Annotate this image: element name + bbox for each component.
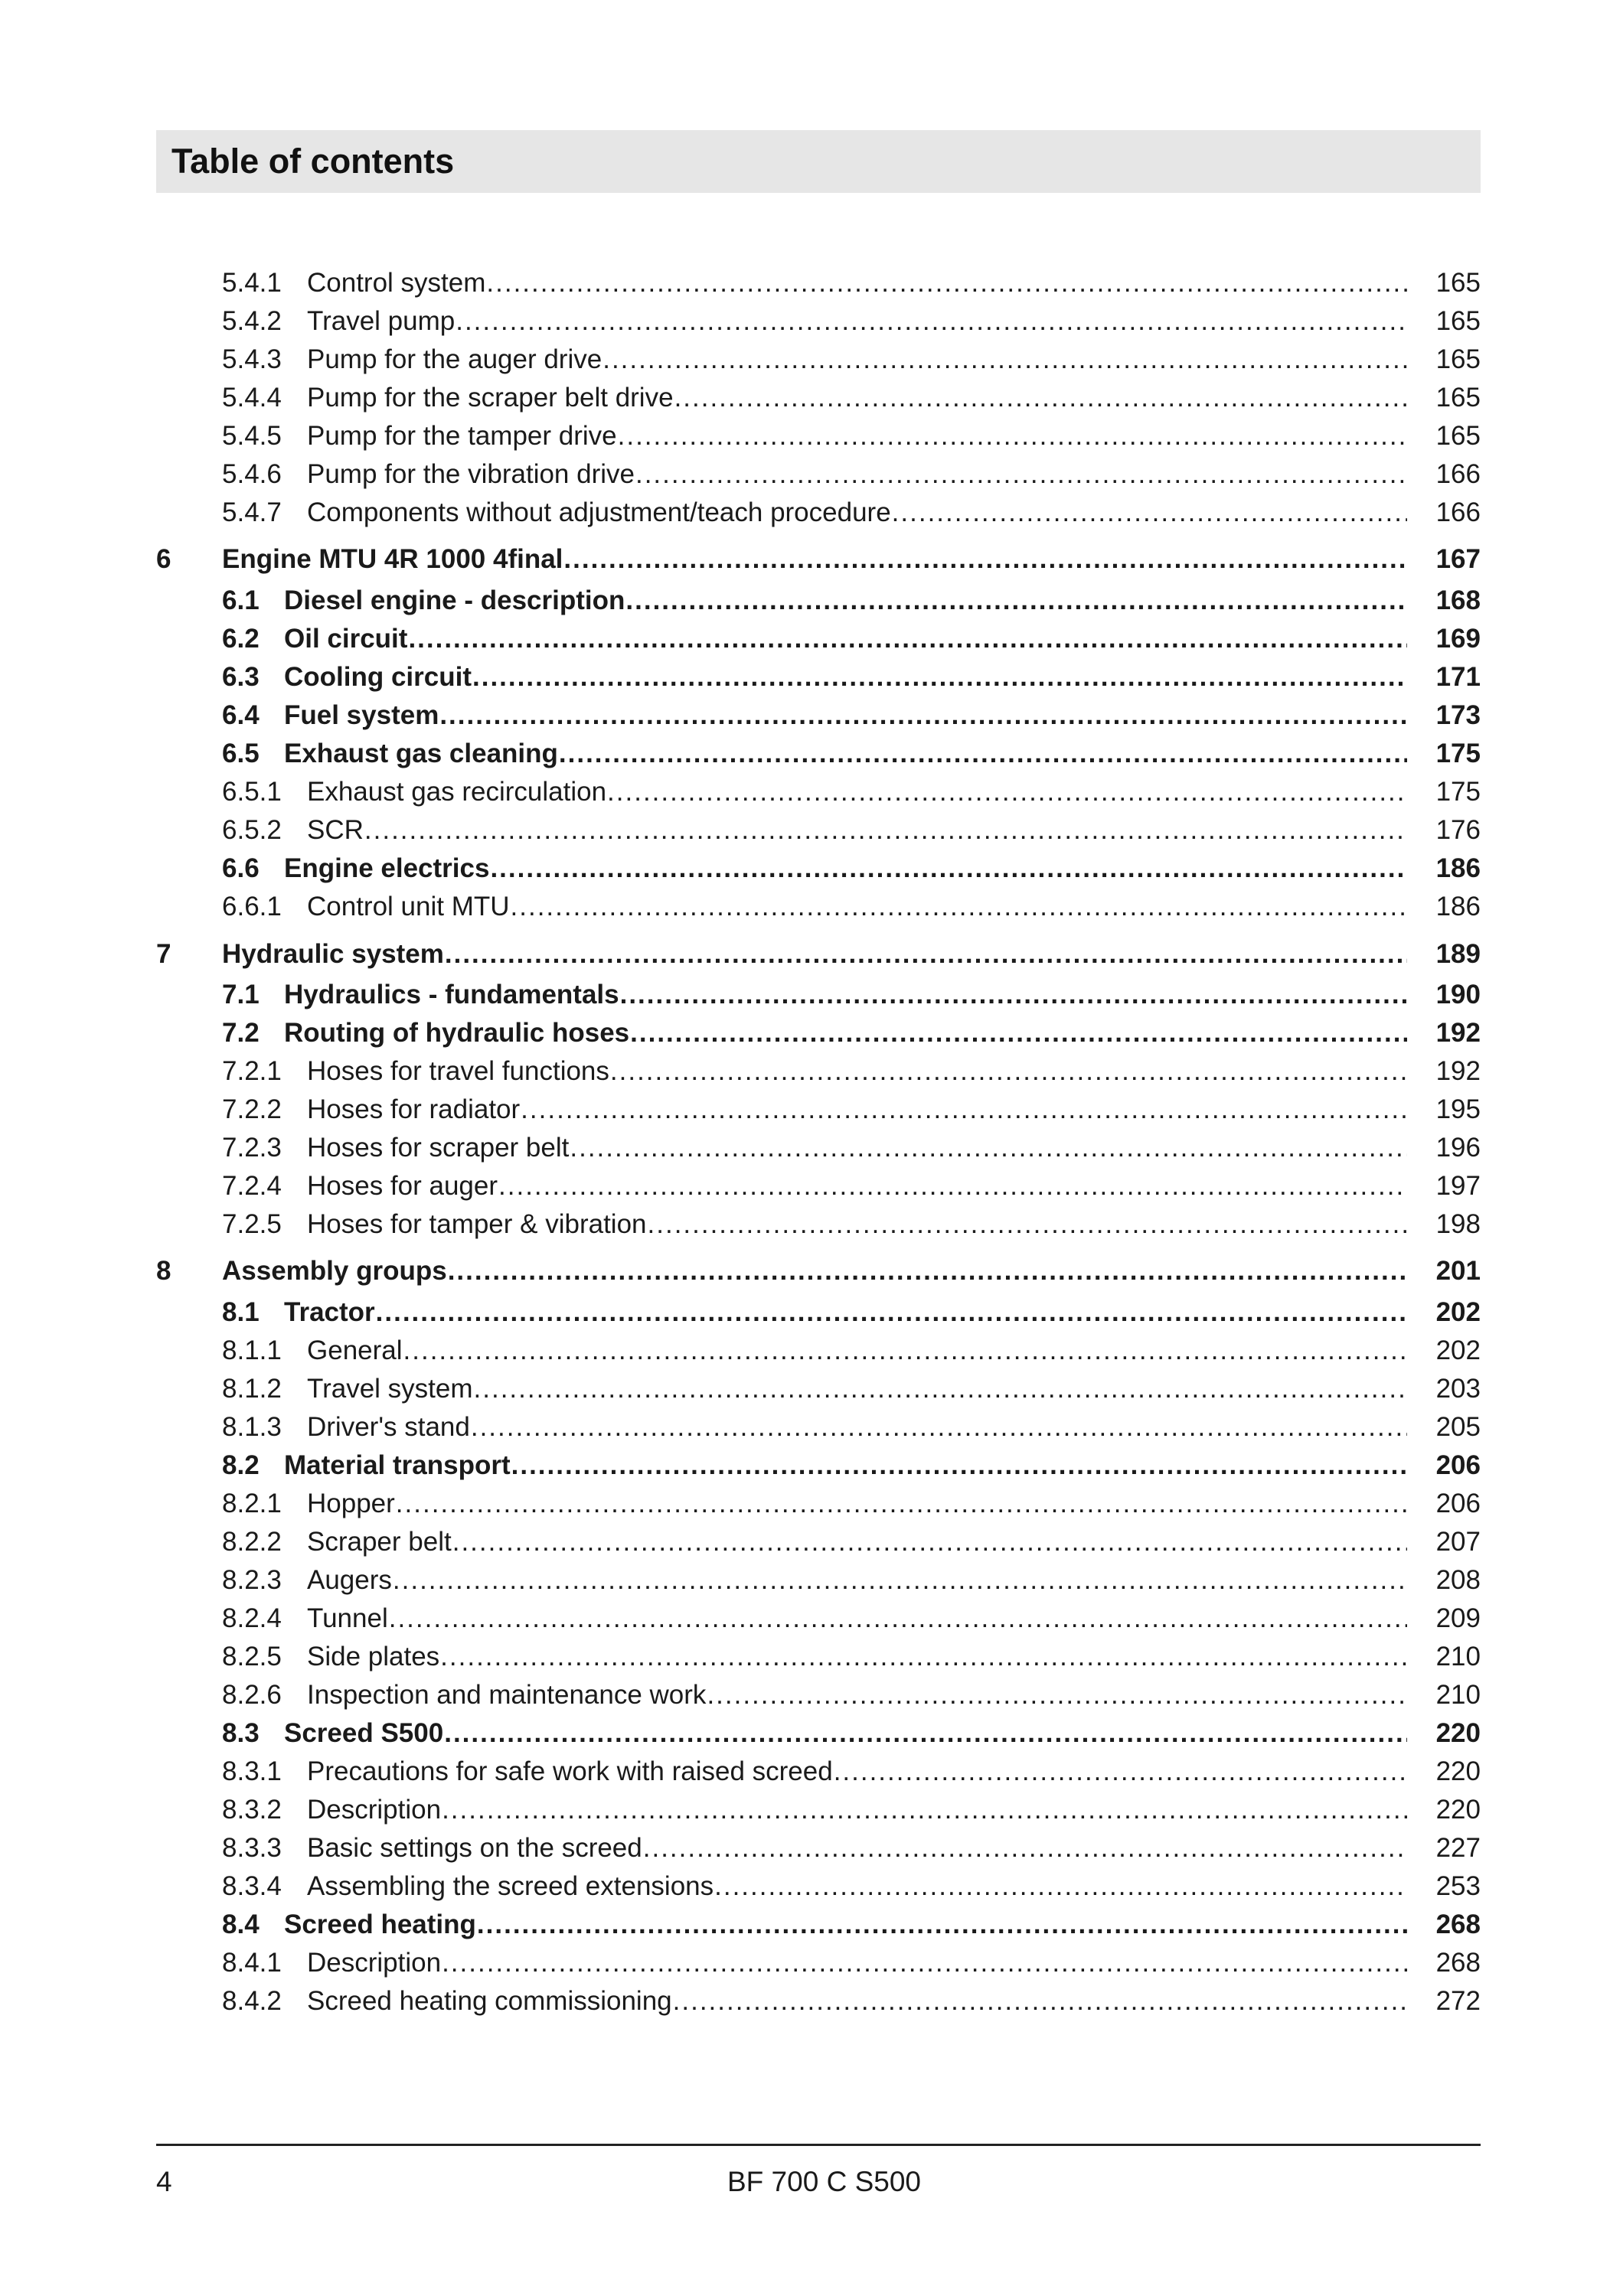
toc-entry-title: Pump for the vibration drive: [307, 459, 635, 489]
toc-entry-page: 169: [1435, 624, 1481, 654]
toc-entry-title: Hopper: [307, 1489, 395, 1518]
toc-subsection-entry[interactable]: [222, 1979, 1481, 2017]
footer-page-number: 4: [156, 2166, 172, 2197]
toc-dot-leader: [714, 1870, 1407, 1903]
toc-entry-title: Travel pump: [307, 306, 456, 336]
toc-dot-leader: [511, 891, 1407, 923]
toc-dot-leader: [474, 1373, 1407, 1405]
toc-entry-page: 220: [1435, 1795, 1481, 1825]
toc-entry-title: Control unit MTU: [307, 892, 510, 921]
toc-subsection-entry[interactable]: [222, 1826, 1481, 1864]
toc-entry-title: Tunnel: [307, 1603, 388, 1633]
toc-entry-number: 8.3: [222, 1718, 260, 1748]
toc-entry-page: 196: [1435, 1133, 1481, 1163]
toc-entry-number: 7.2.1: [222, 1056, 282, 1086]
toc-entry-number: 8.4.2: [222, 1986, 282, 2016]
toc-entry-number: 5.4.3: [222, 344, 282, 374]
toc-dot-leader: [625, 585, 1407, 617]
toc-entry-number: 5.4.1: [222, 268, 282, 298]
toc-dot-leader: [521, 1094, 1407, 1126]
toc-subsection-entry[interactable]: [222, 1635, 1481, 1673]
toc-entry-number: 8.1.2: [222, 1374, 282, 1404]
toc-entry-page: 175: [1435, 777, 1481, 807]
toc-dot-leader: [364, 814, 1407, 846]
toc-entry-page: 166: [1435, 459, 1481, 489]
toc-entry-number: 8.1: [222, 1297, 260, 1327]
toc-section-entry[interactable]: [222, 1903, 1481, 1941]
toc-entry-title: Control system: [307, 268, 486, 298]
toc-entry-title: Hoses for tamper & vibration: [307, 1209, 647, 1239]
toc-entry-page: 192: [1435, 1056, 1481, 1086]
toc-entry-page: 202: [1435, 1336, 1481, 1365]
toc-dot-leader: [892, 497, 1407, 529]
toc-subsection-entry[interactable]: [222, 1941, 1481, 1979]
page-title: Table of contents: [171, 142, 455, 181]
toc-dot-leader: [498, 1170, 1407, 1202]
toc-entry-title: Pump for the tamper drive: [307, 421, 617, 451]
toc-dot-leader: [607, 776, 1407, 808]
toc-entry-page: 166: [1435, 497, 1481, 527]
toc-dot-leader: [635, 458, 1407, 491]
toc-dot-leader: [630, 1017, 1407, 1049]
toc-entry-number: 8.3.3: [222, 1833, 282, 1863]
toc-subsection-entry[interactable]: [222, 885, 1481, 923]
toc-section-entry[interactable]: [222, 693, 1481, 732]
toc-entry-page: 206: [1435, 1450, 1481, 1480]
toc-entry-page: 168: [1435, 585, 1481, 615]
toc-section-entry[interactable]: [222, 973, 1481, 1011]
toc-entry-page: 165: [1435, 421, 1481, 451]
toc-dot-leader: [486, 267, 1407, 299]
toc-subsection-entry[interactable]: [222, 1367, 1481, 1405]
toc-entry-number: 8.4.1: [222, 1948, 282, 1978]
footer-divider: [156, 2144, 1481, 2146]
toc-dot-leader: [448, 1255, 1407, 1287]
toc-chapter-entry[interactable]: [156, 1249, 1481, 1287]
toc-entry-page: 189: [1435, 939, 1481, 969]
toc-subsection-entry[interactable]: [222, 1750, 1481, 1788]
toc-entry-page: 186: [1435, 853, 1481, 883]
toc-entry-page: 173: [1435, 700, 1481, 730]
toc-entry-page: 253: [1435, 1871, 1481, 1901]
toc-entry-title: Diesel engine - description: [284, 585, 625, 615]
toc-entry-number: 6: [156, 544, 171, 574]
toc-dot-leader: [674, 382, 1407, 414]
toc-entry-page: 205: [1435, 1412, 1481, 1442]
toc-dot-leader: [559, 738, 1407, 770]
toc-dot-leader: [452, 1526, 1407, 1558]
toc-dot-leader: [673, 1985, 1407, 2017]
toc-entry-title: Travel system: [307, 1374, 473, 1404]
toc-entry-number: 8.2: [222, 1450, 260, 1480]
toc-subsection-entry[interactable]: [222, 338, 1481, 376]
toc-entry-title: Precautions for safe work with raised screed: [307, 1756, 833, 1786]
toc-entry-title: Scraper belt: [307, 1527, 452, 1557]
toc-entry-number: 6.5.1: [222, 777, 282, 807]
toc-dot-leader: [707, 1679, 1407, 1711]
toc-entry-number: 5.4.2: [222, 306, 282, 336]
toc-dot-leader: [490, 853, 1407, 885]
toc-entry-title: Routing of hydraulic hoses: [284, 1018, 630, 1048]
toc-dot-leader: [834, 1756, 1407, 1788]
toc-subsection-entry[interactable]: [222, 1088, 1481, 1126]
toc-dot-leader: [408, 623, 1407, 655]
toc-dot-leader: [445, 938, 1407, 970]
toc-entry-page: 268: [1435, 1910, 1481, 1939]
toc-subsection-entry[interactable]: [222, 770, 1481, 808]
toc-entry-number: 7.2.5: [222, 1209, 282, 1239]
toc-entry-number: 8.2.5: [222, 1642, 282, 1671]
toc-dot-leader: [444, 1717, 1407, 1750]
toc-dot-leader: [570, 1132, 1407, 1164]
toc-dot-leader: [648, 1208, 1407, 1241]
toc-subsection-entry[interactable]: [222, 1558, 1481, 1596]
toc-dot-leader: [610, 1055, 1407, 1088]
toc-dot-leader: [442, 1794, 1407, 1826]
toc-entry-title: Engine MTU 4R 1000 4final: [222, 544, 563, 574]
toc-entry-number: 7.2.3: [222, 1133, 282, 1163]
toc-entry-page: 227: [1435, 1833, 1481, 1863]
toc-subsection-entry[interactable]: [222, 1673, 1481, 1711]
toc-entry-title: Tractor: [284, 1297, 375, 1327]
toc-entry-title: Basic settings on the screed: [307, 1833, 642, 1863]
toc-dot-leader: [563, 543, 1407, 576]
toc-entry-title: Hoses for scraper belt: [307, 1133, 570, 1163]
toc-entry-title: Material transport: [284, 1450, 511, 1480]
toc-entry-number: 5.4.6: [222, 459, 282, 489]
toc-entry-page: 220: [1435, 1718, 1481, 1748]
toc-entry-page: 197: [1435, 1171, 1481, 1201]
toc-section-entry[interactable]: [222, 1443, 1481, 1482]
toc-subsection-entry[interactable]: [222, 1329, 1481, 1367]
toc-section-entry[interactable]: [222, 732, 1481, 770]
toc-entry-title: Exhaust gas cleaning: [284, 739, 558, 768]
toc-subsection-entry[interactable]: [222, 1596, 1481, 1635]
toc-subsection-entry[interactable]: [222, 452, 1481, 491]
toc-entry-number: 6.5.2: [222, 815, 282, 845]
toc-entry-number: 8.1.3: [222, 1412, 282, 1442]
toc-entry-page: 207: [1435, 1527, 1481, 1557]
toc-entry-page: 165: [1435, 383, 1481, 413]
toc-entry-page: 171: [1435, 662, 1481, 692]
toc-entry-number: 6.1: [222, 585, 260, 615]
toc-entry-title: Inspection and maintenance work: [307, 1680, 707, 1710]
toc-entry-number: 8.3.1: [222, 1756, 282, 1786]
toc-entry-title: Description: [307, 1795, 442, 1825]
toc-entry-number: 7.2.2: [222, 1094, 282, 1124]
toc-entry-page: 220: [1435, 1756, 1481, 1786]
toc-subsection-entry[interactable]: [222, 491, 1481, 529]
toc-entry-number: 8: [156, 1256, 171, 1286]
toc-dot-leader: [643, 1832, 1407, 1864]
toc-entry-title: Hydraulic system: [222, 939, 444, 969]
toc-entry-page: 167: [1435, 544, 1481, 574]
toc-entry-page: 201: [1435, 1256, 1481, 1286]
toc-entry-number: 7.2.4: [222, 1171, 282, 1201]
toc-entry-number: 6.6: [222, 853, 260, 883]
toc-dot-leader: [440, 1641, 1407, 1673]
toc-entry-title: Pump for the auger drive: [307, 344, 603, 374]
toc-entry-title: Assembling the screed extensions: [307, 1871, 714, 1901]
toc-entry-page: 268: [1435, 1948, 1481, 1978]
toc-entry-page: 165: [1435, 344, 1481, 374]
toc-entry-title: Pump for the scraper belt drive: [307, 383, 674, 413]
toc-entry-number: 6.4: [222, 700, 260, 730]
toc-entry-title: Screed heating: [284, 1910, 476, 1939]
toc-entry-title: Engine electrics: [284, 853, 490, 883]
toc-dot-leader: [396, 1488, 1407, 1520]
toc-dot-leader: [603, 344, 1407, 376]
toc-entry-number: 8.3.2: [222, 1795, 282, 1825]
toc-entry-number: 6.2: [222, 624, 260, 654]
toc-entry-title: Cooling circuit: [284, 662, 472, 692]
toc-subsection-entry[interactable]: [222, 261, 1481, 299]
toc-subsection-entry[interactable]: [222, 1520, 1481, 1558]
toc-entry-title: Side plates: [307, 1642, 440, 1671]
toc-section-entry[interactable]: [222, 1711, 1481, 1750]
toc-dot-leader: [439, 700, 1407, 732]
toc-chapter-entry[interactable]: [156, 537, 1481, 576]
toc-chapter-entry[interactable]: [156, 932, 1481, 970]
toc-entry-page: 206: [1435, 1489, 1481, 1518]
toc-entry-number: 8.1.1: [222, 1336, 282, 1365]
toc-section-entry[interactable]: [222, 579, 1481, 617]
toc-entry-title: Components without adjustment/teach procedure: [307, 497, 891, 527]
toc-entry-title: Screed heating commissioning: [307, 1986, 672, 2016]
toc-entry-title: Description: [307, 1948, 442, 1978]
toc-dot-leader: [620, 979, 1407, 1011]
toc-entry-number: 8.4: [222, 1910, 260, 1939]
toc-entry-page: 175: [1435, 739, 1481, 768]
toc-entry-page: 203: [1435, 1374, 1481, 1404]
toc-dot-leader: [618, 420, 1407, 452]
toc-entry-number: 5.4.4: [222, 383, 282, 413]
toc-subsection-entry[interactable]: [222, 1788, 1481, 1826]
toc-entry-title: SCR: [307, 815, 364, 845]
toc-entry-number: 5.4.7: [222, 497, 282, 527]
toc-entry-page: 209: [1435, 1603, 1481, 1633]
toc-dot-leader: [477, 1909, 1407, 1941]
toc-section-entry[interactable]: [222, 1011, 1481, 1049]
toc-entry-number: 8.2.6: [222, 1680, 282, 1710]
toc-entry-title: Exhaust gas recirculation: [307, 777, 607, 807]
toc-entry-title: Driver's stand: [307, 1412, 470, 1442]
toc-subsection-entry[interactable]: [222, 299, 1481, 338]
toc-entry-title: Assembly groups: [222, 1256, 447, 1286]
toc-entry-title: Hoses for auger: [307, 1171, 498, 1201]
toc-entry-title: Hydraulics - fundamentals: [284, 980, 619, 1009]
toc-entry-title: Augers: [307, 1565, 392, 1595]
toc-entry-page: 165: [1435, 306, 1481, 336]
toc-entry-page: 165: [1435, 268, 1481, 298]
toc-subsection-entry[interactable]: [222, 1202, 1481, 1241]
toc-entry-title: Hoses for travel functions: [307, 1056, 609, 1086]
toc-subsection-entry[interactable]: [222, 808, 1481, 846]
toc-section-entry[interactable]: [222, 655, 1481, 693]
toc-entry-page: 272: [1435, 1986, 1481, 2016]
toc-entry-page: 192: [1435, 1018, 1481, 1048]
toc-entry-page: 202: [1435, 1297, 1481, 1327]
toc-entry-page: 186: [1435, 892, 1481, 921]
toc-entry-number: 8.2.3: [222, 1565, 282, 1595]
toc-entry-number: 6.6.1: [222, 892, 282, 921]
toc-subsection-entry[interactable]: [222, 376, 1481, 414]
toc-entry-number: 6.3: [222, 662, 260, 692]
toc-entry-number: 8.2.1: [222, 1489, 282, 1518]
toc-entry-number: 7.2: [222, 1018, 260, 1048]
toc-entry-page: 210: [1435, 1642, 1481, 1671]
toc-dot-leader: [393, 1564, 1407, 1596]
toc-entry-number: 5.4.5: [222, 421, 282, 451]
toc-subsection-entry[interactable]: [222, 1405, 1481, 1443]
toc-entry-page: 198: [1435, 1209, 1481, 1239]
toc-entry-number: 7.1: [222, 980, 260, 1009]
toc-dot-leader: [472, 661, 1407, 693]
toc-dot-leader: [376, 1296, 1407, 1329]
toc-entry-title: General: [307, 1336, 403, 1365]
toc-dot-leader: [471, 1411, 1407, 1443]
toc-dot-leader: [511, 1450, 1407, 1482]
toc-entry-title: Hoses for radiator: [307, 1094, 521, 1124]
toc-dot-leader: [403, 1335, 1407, 1367]
toc-section-entry[interactable]: [222, 1290, 1481, 1329]
toc-subsection-entry[interactable]: [222, 1864, 1481, 1903]
toc-section-entry[interactable]: [222, 617, 1481, 655]
footer-document-title: BF 700 C S500: [727, 2166, 921, 2197]
toc-entry-page: 190: [1435, 980, 1481, 1009]
toc-section-entry[interactable]: [222, 846, 1481, 885]
toc-entry-number: 7: [156, 939, 171, 969]
toc-dot-leader: [442, 1947, 1407, 1979]
toc-entry-title: Oil circuit: [284, 624, 408, 654]
toc-entry-page: 176: [1435, 815, 1481, 845]
toc-subsection-entry[interactable]: [222, 1164, 1481, 1202]
toc-dot-leader: [456, 305, 1407, 338]
toc-entry-number: 8.2.4: [222, 1603, 282, 1633]
toc-subsection-entry[interactable]: [222, 414, 1481, 452]
toc-entry-number: 6.5: [222, 739, 260, 768]
toc-entry-page: 208: [1435, 1565, 1481, 1595]
toc-entry-page: 195: [1435, 1094, 1481, 1124]
toc-subsection-entry[interactable]: [222, 1126, 1481, 1164]
toc-entry-title: Screed S500: [284, 1718, 444, 1748]
toc-entry-title: Fuel system: [284, 700, 439, 730]
toc-subsection-entry[interactable]: [222, 1049, 1481, 1088]
toc-dot-leader: [389, 1603, 1407, 1635]
toc-subsection-entry[interactable]: [222, 1482, 1481, 1520]
toc-entry-number: 8.3.4: [222, 1871, 282, 1901]
toc-entry-page: 210: [1435, 1680, 1481, 1710]
toc-entry-number: 8.2.2: [222, 1527, 282, 1557]
